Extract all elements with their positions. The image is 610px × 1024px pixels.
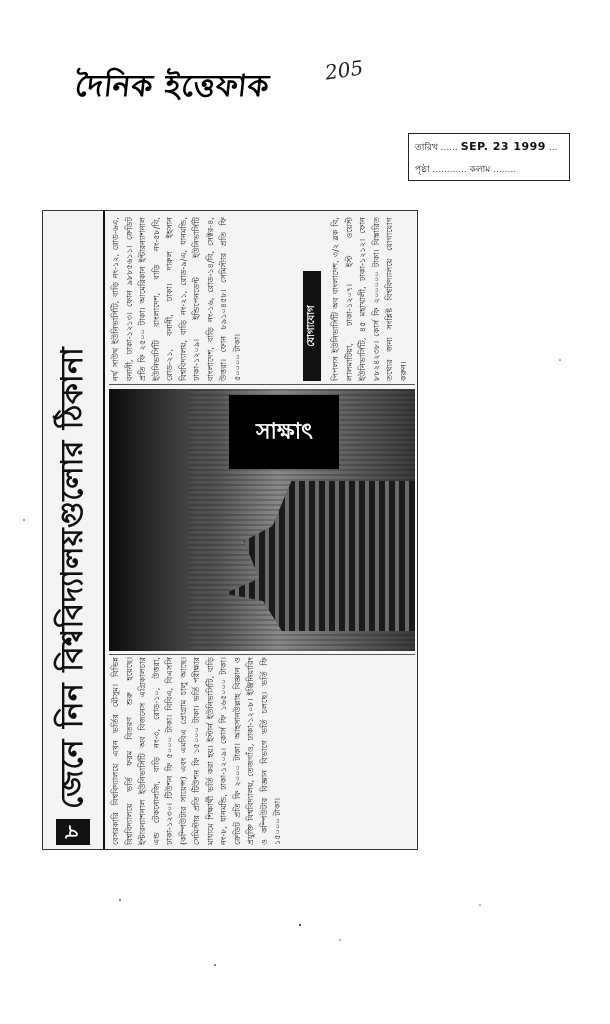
article-photo — [109, 389, 415, 651]
newspaper-masthead: দৈনিক ইত্তেফাক — [73, 69, 272, 104]
column-divider — [109, 384, 415, 385]
dots: ............ — [432, 165, 470, 175]
article-column-1: বেসরকারি বিশ্ববিদ্যালয়ে এখন ভর্তির মৌসুম। বিভিন্ন বিশ্ববিদ্যালয়ে ভর্তি ফরম বিতরণ শুরু হয়েছে। ইন্টারন্যাশনাল ইউনিভার্সিটি অব বিজনেস এগ্রিকালচার এন্ড টেকনোলজি, বাড়ি নং-৩, রোড-১০, উত্তরা, ঢাকা-১২৩০। টিউশন ফি ৫০০০ টাকা। বিবিএ, বিএসসি (কম্পিউটার সায়েন্স) এবং এমবিএ প্রোগ্রাম চালু আছে। সেমিস্টার প্রতি টিউশন ফি ১৫০০০ টাকা। ভর্তি পরীক্ষার মাধ্যমে শিক্ষার্থী ভর্তি করা হয়। ইস্টার্ন ইউনিভার্সিটি, বাড়ি নং-৮, ধানমন্ডি, ঢাকা-১২০৯। কোর্স ফি ১৬৫০০০ টাকা। ক্রেডিট প্রতি ফি ২০০০ টাকা। আহসানউল্লাহ বিজ্ঞান ও প্রযুক্তি বিশ্ববিদ্যালয়, তেজগাঁও, ঢাকা-১২০৮। ইঞ্জিনিয়ারিং ও কম্পিউটার বিজ্ঞান বিভাগে ভর্তি চলছে। ভর্তি ফি ১৫০০০ টাকা। — [110, 657, 282, 845]
clipping-content-rotated — [43, 211, 418, 850]
photo-building — [225, 481, 415, 631]
photo-sky — [109, 389, 189, 651]
date-stamp — [408, 133, 570, 181]
dots: ... — [548, 143, 558, 153]
article-headline: জেনে নিন বিশ্ববিদ্যালয়গুলোর ঠিকানা — [54, 346, 90, 809]
dots: ...... — [440, 143, 461, 153]
article-number: ৮ — [56, 819, 90, 845]
newspaper-clipping — [42, 210, 418, 850]
page-row — [415, 162, 516, 177]
date-row — [415, 140, 557, 155]
article-column-3: পিপলস ইউনিভার্সিটি অব বাংলাদেশ, ৩/২ ব্লক বি, লালমাটিয়া, ঢাকা-১২০৭। ইস্ট ওয়েস্ট ইউনিভার্সিটি, ৪৫ মহাখালী, ঢাকা-১২১২। ফোন ৮৮২৪২৩৮। কোর্স ফি ২০০০০০ টাকা। বিস্তারিত তথ্যের জন্য সংশ্লিষ্ট বিশ্ববিদ্যালয়ে যোগাযোগ করুন। — [330, 217, 408, 381]
photo-overlay-text: সাক্ষাৎ — [229, 395, 339, 469]
page-label: পৃষ্ঠা — [415, 165, 430, 175]
dots: ........ — [493, 165, 517, 175]
article-headline-bar — [43, 211, 105, 850]
date-label: তারিখ — [415, 143, 438, 153]
section-label: যোগাযোগ — [303, 271, 321, 381]
column-divider — [109, 654, 415, 655]
column-label: কলাম — [469, 165, 491, 175]
article-column-2: নর্থ সাউথ ইউনিভার্সিটি, বাড়ি নং-১২, রোড-৬এ, বনানী, ঢাকা-১২১৩। ফোন ৯৮৮৫৬১১। ক্রেডিট প্রতি ফি ২৫০০ টাকা। আমেরিকান ইন্টারন্যাশনাল ইউনিভার্সিটি বাংলাদেশ, বাড়ি নং-৫৮/বি, রোড-২১, বনানী, ঢাকা। দারুল ইহসান বিশ্ববিদ্যালয়, বাড়ি নং-২১, রোড-৯/এ, ধানমন্ডি, ঢাকা-১২০৯। ইন্ডিপেনডেন্ট ইউনিভার্সিটি বাংলাদেশ, বাড়ি নং-১৬, রোড-১৪/বি, সেক্টর-৪, উত্তরা। ফোন ৮৯১০৪৫৮। সেমিস্টার প্রতি ফি ৫০০০০ টাকা। — [110, 217, 242, 381]
handwritten-number: 205 — [323, 55, 365, 85]
date-value: SEP. 23 1999 — [460, 140, 546, 153]
